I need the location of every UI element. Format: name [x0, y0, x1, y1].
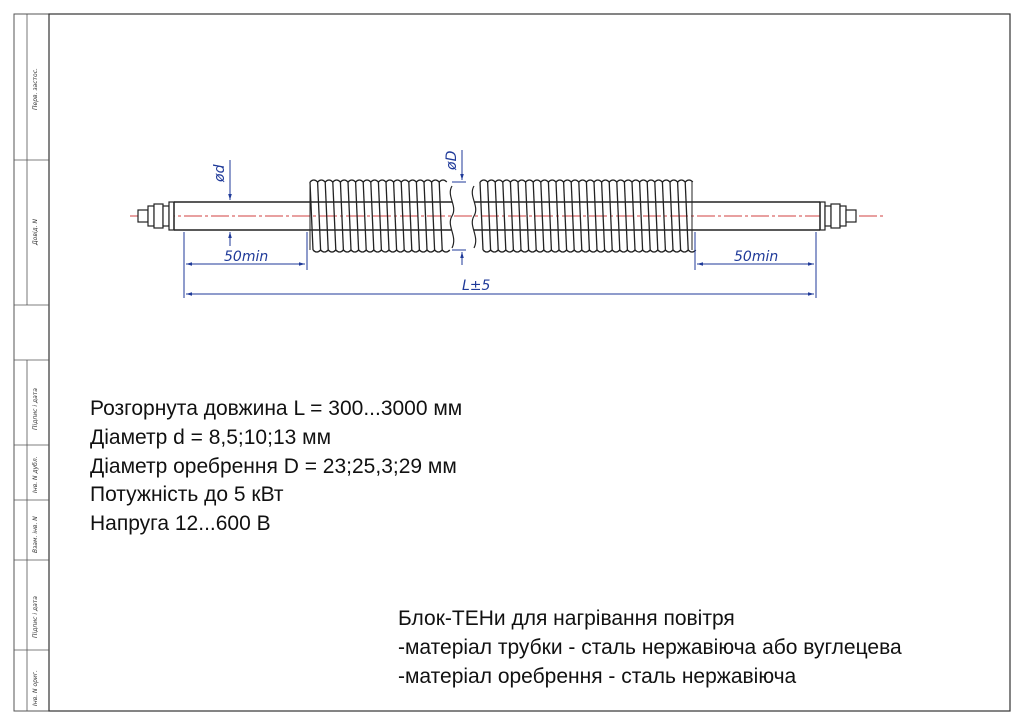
fin-left-base-6: [359, 250, 367, 252]
fin-right-base-8: [544, 250, 552, 252]
fin-left-cap-4: [340, 180, 348, 182]
fin-right-base-9: [551, 250, 559, 252]
fin-right-base-13: [582, 250, 590, 252]
fins-right: [480, 180, 696, 252]
fin-left-cap-12: [401, 180, 409, 182]
fin-right-cap-22: [647, 180, 655, 182]
fin-left-cap-14: [416, 180, 424, 182]
dimensions: [184, 150, 816, 298]
fin-right-6: [526, 182, 529, 250]
fin-right-cap-14: [586, 180, 594, 182]
fin-left-base-10: [389, 250, 397, 252]
fin-left-cap-8: [371, 180, 379, 182]
fin-right-base-14: [589, 250, 597, 252]
fin-left-base-11: [397, 250, 405, 252]
break-marks: [450, 186, 475, 248]
heating-element: [130, 180, 886, 252]
fin-left-cap-6: [356, 180, 364, 182]
fin-right-cap-16: [602, 180, 610, 182]
fin-left-base-4: [343, 250, 351, 252]
fin-left-base-0: [313, 250, 321, 252]
note-fin-material: -матеріал оребрення - сталь нержавіюча: [398, 665, 797, 688]
fin-right-cap-25: [670, 180, 678, 182]
fin-left-cap-0: [310, 180, 318, 182]
fin-right-cap-24: [662, 180, 670, 182]
stamp-label-reference: Довід. N: [32, 218, 39, 245]
side-stamp: [14, 14, 49, 711]
total-length-label: L±5: [462, 278, 491, 294]
fin-right-base-16: [605, 250, 613, 252]
stamp-label-signature-date-2: Підпис і дата: [32, 596, 39, 638]
fin-left-base-9: [381, 250, 389, 252]
fin-left-cap-3: [333, 180, 341, 182]
fin-right-base-17: [612, 250, 620, 252]
fin-right-cap-0: [480, 180, 488, 182]
fin-left-base-12: [404, 250, 412, 252]
fin-left-base-3: [336, 250, 344, 252]
fin-right-base-25: [673, 250, 681, 252]
fin-left-cap-10: [386, 180, 394, 182]
fin-left-base-14: [419, 250, 427, 252]
fin-right-cap-5: [518, 180, 526, 182]
fin-right-cap-3: [503, 180, 511, 182]
fin-left-cap-13: [409, 180, 417, 182]
fin-right-14: [586, 182, 589, 250]
fin-left-base-17: [442, 250, 450, 252]
right-terminal: [820, 202, 856, 230]
fin-right-cap-11: [564, 180, 572, 182]
fin-left-cap-1: [318, 180, 326, 182]
fin-right-base-6: [529, 250, 537, 252]
fin-left-base-1: [321, 250, 329, 252]
D-diameter-label: øD: [444, 150, 460, 170]
fin-right-base-19: [627, 250, 635, 252]
spec-length: Розгорнута довжина L = 300...3000 мм: [90, 397, 463, 420]
fin-left-cap-15: [424, 180, 432, 182]
fin-right-cap-15: [594, 180, 602, 182]
fin-right-base-0: [483, 250, 491, 252]
fin-right-base-12: [574, 250, 582, 252]
stamp-label-replace-inv: Взам. інв. N: [32, 516, 39, 553]
fin-right-cap-13: [579, 180, 587, 182]
fin-right-cap-9: [548, 180, 556, 182]
spec-voltage: Напруга 12...600 В: [90, 512, 271, 536]
fin-right-cap-23: [655, 180, 663, 182]
stamp-label-original-inv: Інв. N ориг.: [32, 670, 39, 706]
fin-left-cap-7: [363, 180, 371, 182]
fin-left-base-8: [374, 250, 382, 252]
fin-left-base-5: [351, 250, 359, 252]
fin-right-base-4: [513, 250, 521, 252]
fin-right-base-2: [498, 250, 506, 252]
fin-left-cap-17: [439, 180, 447, 182]
fin-right-base-5: [521, 250, 529, 252]
left-terminal: [138, 202, 174, 230]
fin-right-cap-21: [640, 180, 648, 182]
material-notes: [398, 604, 902, 691]
fin-left-base-16: [435, 250, 443, 252]
stamp-label-duplicate-inv: Інв. N дубл.: [32, 456, 39, 493]
fin-right-cap-20: [632, 180, 640, 182]
fin-left-cap-11: [394, 180, 402, 182]
fin-right-base-15: [597, 250, 605, 252]
fin-right-base-7: [536, 250, 544, 252]
fin-right-base-11: [567, 250, 575, 252]
fin-right-cap-12: [571, 180, 579, 182]
fin-right-base-20: [635, 250, 643, 252]
fin-right-cap-8: [541, 180, 549, 182]
fin-right-base-22: [650, 250, 658, 252]
spec-fin-diameter: Діаметр оребрення D = 23;25,3;29 мм: [90, 454, 457, 478]
note-title: Блок-ТЕНи для нагрівання повітря: [398, 607, 735, 630]
fin-right-cap-17: [609, 180, 617, 182]
fin-right-cap-1: [488, 180, 496, 182]
fin-left-cap-16: [432, 180, 440, 182]
stamp-label-signature-date-1: Підпис і дата: [32, 388, 39, 430]
d-diameter-label: ød: [212, 164, 228, 182]
note-tube-material: -матеріал трубки - сталь нержавіюча або вуглецева: [398, 636, 902, 659]
fin-right-cap-19: [624, 180, 632, 182]
fin-right-cap-7: [533, 180, 541, 182]
fin-right-cap-26: [678, 180, 686, 182]
fin-right-cap-2: [495, 180, 503, 182]
fin-left-base-7: [366, 250, 374, 252]
fin-left-base-15: [427, 250, 435, 252]
fin-left-cap-9: [378, 180, 386, 182]
fin-left-cap-5: [348, 180, 356, 182]
fin-right-base-18: [620, 250, 628, 252]
left-min-length-label: 50min: [224, 249, 269, 265]
fin-right-cap-18: [617, 180, 625, 182]
fin-right-base-10: [559, 250, 567, 252]
specifications: [90, 395, 462, 539]
fin-right-base-21: [643, 250, 651, 252]
fin-right-base-26: [681, 250, 689, 252]
fin-right-21: [640, 182, 643, 250]
fin-right-base-23: [658, 250, 666, 252]
fin-right-cap-4: [510, 180, 518, 182]
fin-right-base-24: [665, 250, 673, 252]
fin-left-base-13: [412, 250, 420, 252]
fin-right-cap-27: [685, 180, 693, 182]
fin-right-base-3: [506, 250, 514, 252]
fin-right-base-1: [491, 250, 499, 252]
spec-power: Потужність до 5 кВт: [90, 483, 284, 507]
fin-right-cap-10: [556, 180, 564, 182]
stamp-label-first-use: Перв. застос.: [32, 68, 39, 110]
fin-right-cap-6: [526, 180, 534, 182]
right-min-length-label: 50min: [734, 249, 779, 265]
fin-left-base-2: [328, 250, 336, 252]
fin-left-15: [424, 182, 427, 250]
spec-diameter: Діаметр d = 8,5;10;13 мм: [90, 425, 332, 449]
fin-left-cap-2: [325, 180, 333, 182]
